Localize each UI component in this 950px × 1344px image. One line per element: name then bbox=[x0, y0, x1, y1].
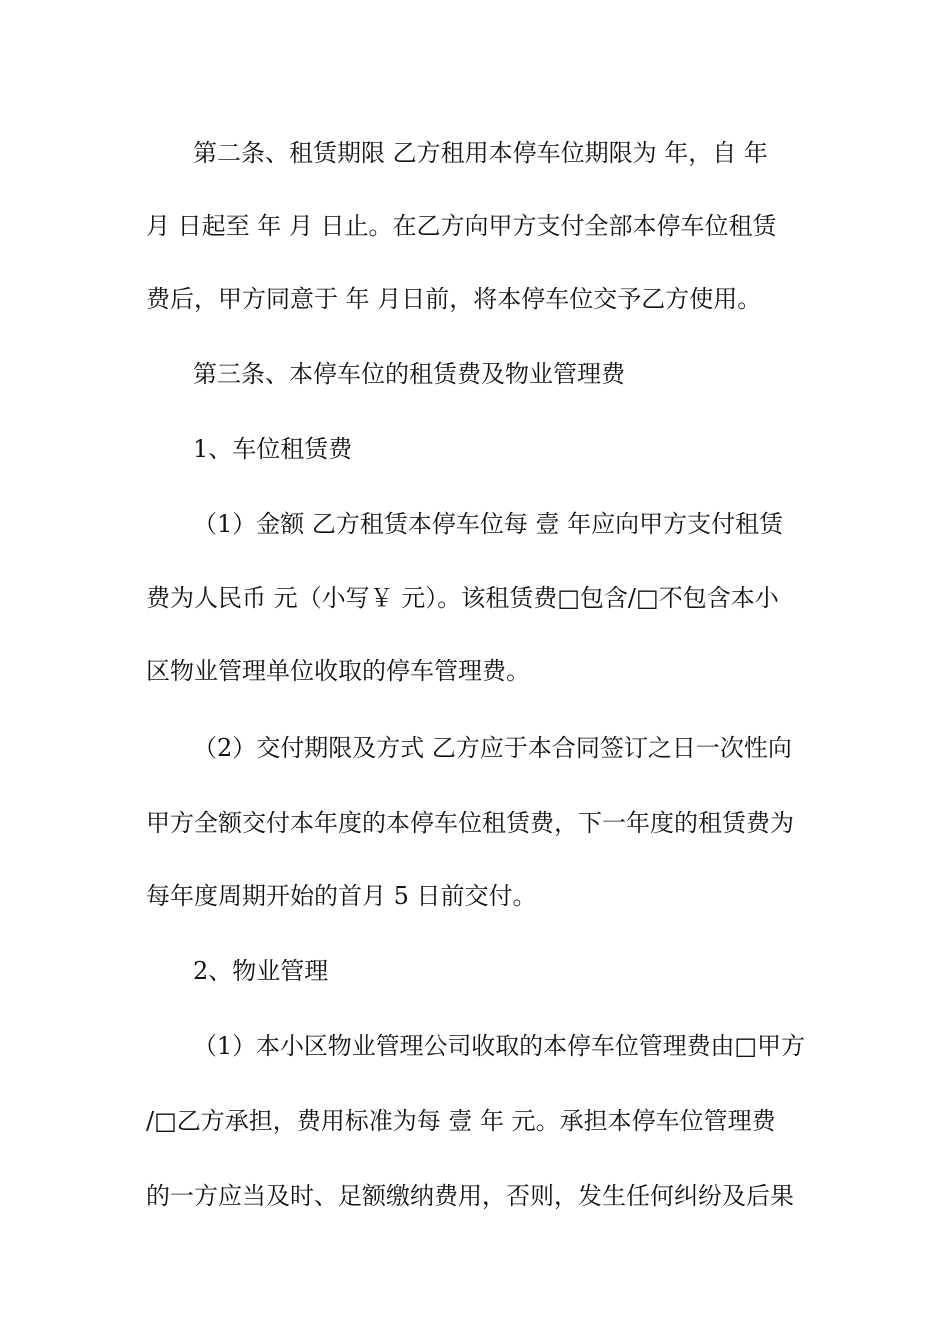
paragraph-line-10: 甲方全额交付本年度的本停车位租赁费，下一年度的租赁费为 bbox=[146, 809, 794, 837]
paragraph-line-9: （2）交付期限及方式 乙方应于本合同签订之日一次性向 bbox=[193, 734, 792, 762]
section-heading-3: 第三条、本停车位的租赁费及物业管理费 bbox=[193, 360, 625, 388]
paragraph-line-3: 费后，甲方同意于 年 月日前，将本停车位交予乙方使用。 bbox=[146, 285, 762, 313]
paragraph-line-6: （1）金额 乙方租赁本停车位每 壹 年应向甲方支付租赁 bbox=[193, 510, 784, 538]
paragraph-line-1: 第二条、租赁期限 乙方租用本停车位期限为 年，自 年 bbox=[193, 139, 768, 167]
subsection-heading-2: 2、物业管理 bbox=[193, 957, 329, 985]
paragraph-line-14: /□乙方承担，费用标准为每 壹 年 元。承担本停车位管理费 bbox=[146, 1107, 776, 1135]
subsection-heading-1: 1、车位租赁费 bbox=[193, 435, 353, 463]
paragraph-line-15: 的一方应当及时、足额缴纳费用，否则，发生任何纠纷及后果 bbox=[146, 1182, 794, 1210]
paragraph-line-2: 月 日起至 年 月 日止。在乙方向甲方支付全部本停车位租赁 bbox=[146, 212, 777, 240]
paragraph-line-7: 费为人民币 元（小写￥ 元）。该租赁费□包含/□不包含本小 bbox=[146, 584, 779, 612]
paragraph-line-8: 区物业管理单位收取的停车管理费。 bbox=[146, 657, 530, 685]
paragraph-line-13: （1）本小区物业管理公司收取的本停车位管理费由□甲方 bbox=[193, 1032, 805, 1060]
paragraph-line-11: 每年度周期开始的首月 5 日前交付。 bbox=[146, 882, 537, 910]
